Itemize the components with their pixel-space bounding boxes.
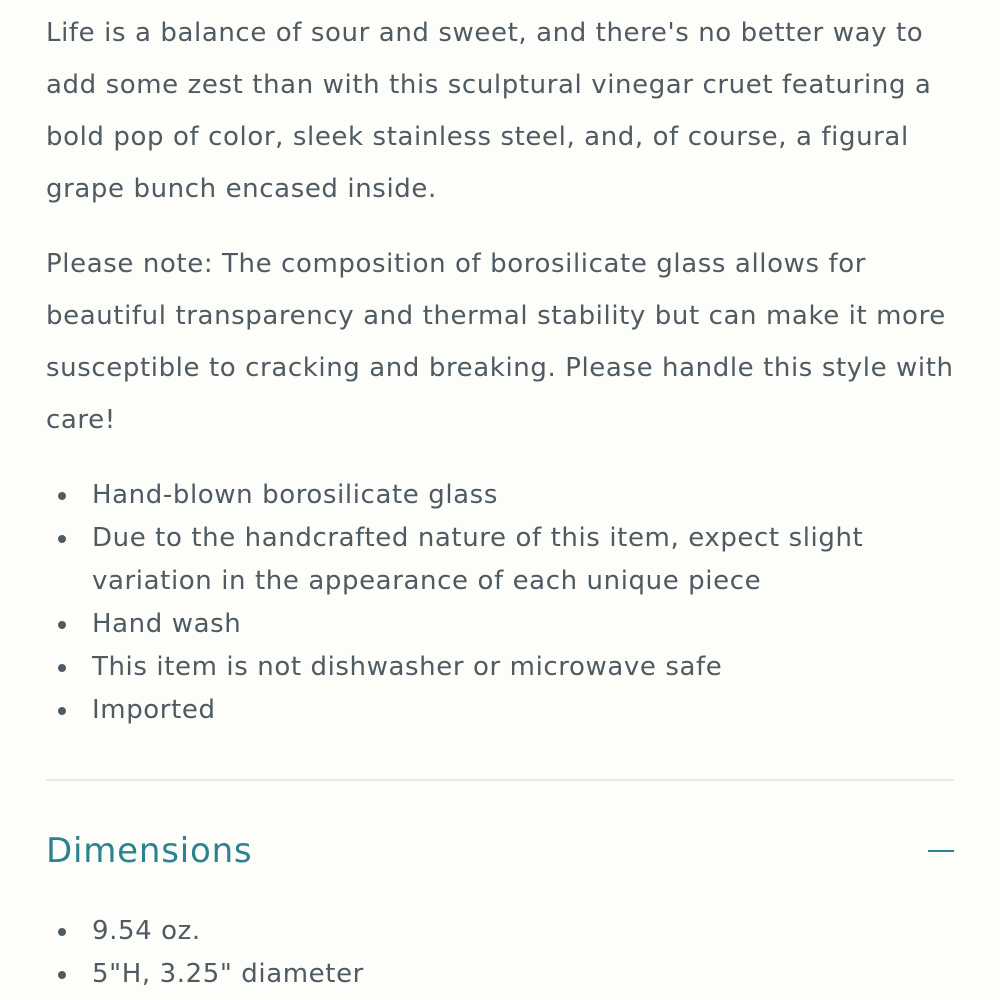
list-item-text: Hand wash [92, 609, 242, 639]
bullet-icon [58, 971, 66, 979]
bullet-icon [58, 535, 66, 543]
bullet-icon [58, 664, 66, 672]
list-item [46, 474, 954, 517]
list-item [46, 603, 954, 646]
feature-list [46, 474, 954, 732]
dimensions-heading: Dimensions [46, 831, 253, 871]
list-item [46, 517, 954, 603]
list-item-text: This item is not dishwasher or microwave safe [92, 652, 723, 682]
dimensions-list [46, 910, 954, 996]
list-item-text: 9.54 oz. [92, 916, 201, 946]
bullet-icon [58, 621, 66, 629]
minus-icon[interactable] [928, 850, 954, 852]
list-item-text: 5"H, 3.25" diameter [92, 959, 364, 989]
list-item [46, 953, 954, 996]
bullet-icon [58, 928, 66, 936]
bullet-icon [58, 492, 66, 500]
description-paragraph: Life is a balance of sour and sweet, and there's no better way to add some zest than with this sculptural vinegar cruet featuring a bold pop of color, sleek stainless steel, and, of course, a figural grape bunch encased inside. [46, 18, 932, 204]
list-item-text: Imported [92, 695, 216, 725]
list-item [46, 910, 954, 953]
list-item-text: Hand-blown borosilicate glass [92, 480, 498, 510]
bullet-icon [58, 707, 66, 715]
list-item [46, 689, 954, 732]
list-item-text: Due to the handcrafted nature of this item, expect slight variation in the appearance of each unique piece [92, 523, 864, 596]
dimensions-accordion-toggle[interactable] [46, 781, 954, 921]
care-note-paragraph: Please note: The composition of borosilicate glass allows for beautiful transparency and thermal stability but can make it more susceptible to cracking and breaking. Please handle this style with care! [46, 249, 954, 435]
list-item [46, 646, 954, 689]
